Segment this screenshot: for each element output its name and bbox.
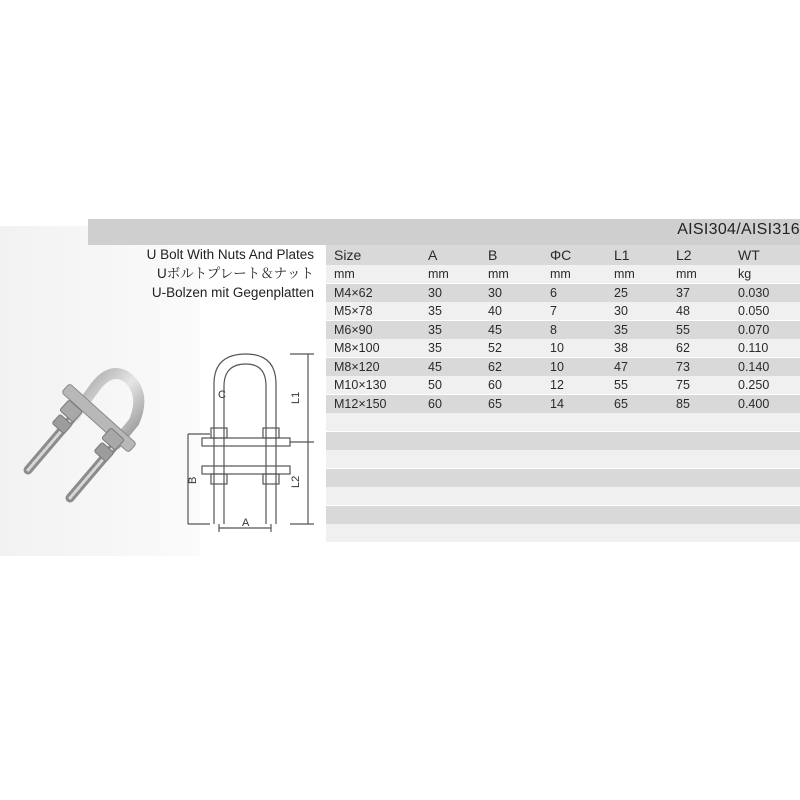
product-title-en: U Bolt With Nuts And Plates (146, 247, 314, 262)
table-cell: 14 (550, 396, 564, 411)
label-c: C (218, 389, 226, 401)
table-cell: M10×130 (334, 378, 387, 392)
table-row (326, 358, 800, 376)
nut-r-2 (263, 474, 279, 484)
label-l1: L1 (290, 391, 302, 404)
table-cell: 30 (614, 304, 628, 318)
table-cell: 60 (488, 378, 502, 392)
table-row (326, 376, 800, 394)
table-cell: M12×150 (334, 396, 387, 411)
table-cell: 0.110 (738, 341, 769, 355)
table-row (326, 524, 800, 542)
table-cell: 62 (488, 359, 502, 374)
table-cell: 65 (488, 396, 502, 411)
table-header-row (326, 245, 800, 265)
table-cell: 38 (614, 341, 628, 355)
material-label: AISI304/AISI316 (677, 221, 800, 238)
table-cell: mm (614, 267, 635, 281)
table-cell: 0.050 (738, 304, 770, 318)
table-cell: 45 (488, 322, 502, 337)
table-row (326, 321, 800, 339)
nut-l-2 (211, 474, 227, 484)
table-cell: 10 (550, 359, 564, 374)
table-cell: 73 (676, 359, 690, 374)
table-cell: 0.030 (738, 285, 770, 300)
label-b: B (187, 476, 199, 484)
table-cell: B (488, 247, 498, 263)
table-cell: 60 (428, 396, 442, 411)
table-cell: 35 (428, 304, 442, 318)
table-cell: 30 (488, 285, 502, 300)
table-cell: 47 (614, 359, 628, 374)
table-row (326, 450, 800, 468)
product-title-de: U-Bolzen mit Gegenplatten (151, 285, 314, 300)
table-units-row (326, 265, 800, 283)
label-a: A (242, 517, 250, 529)
label-l2: L2 (290, 475, 302, 488)
table-cell: 0.250 (738, 378, 770, 392)
product-titles (84, 245, 314, 302)
table-cell: 35 (614, 322, 628, 337)
table-cell: 35 (428, 341, 442, 355)
spec-table (326, 245, 800, 552)
table-cell: 7 (550, 304, 557, 318)
nut-l-1 (211, 428, 227, 438)
table-row (326, 487, 800, 505)
table-cell: WT (738, 247, 760, 263)
table-cell: 48 (676, 304, 690, 318)
table-cell: 10 (550, 341, 564, 355)
table-row (326, 284, 800, 302)
table-cell: 30 (428, 285, 442, 300)
table-cell: L2 (676, 247, 692, 263)
table-cell: M8×100 (334, 341, 380, 355)
plate-upper (202, 438, 290, 446)
u-outline-outer (214, 354, 276, 524)
table-cell: 0.140 (738, 359, 770, 374)
table-cell: 25 (614, 285, 628, 300)
table-cell: 45 (428, 359, 442, 374)
table-cell: 65 (614, 396, 628, 411)
table-cell: ΦC (550, 247, 572, 263)
table-cell: mm (428, 267, 449, 281)
u-outline-inner (224, 364, 266, 524)
table-cell: A (428, 247, 438, 263)
table-row (326, 432, 800, 450)
table-cell: 35 (428, 322, 442, 337)
table-cell: mm (676, 267, 697, 281)
table-cell: 50 (428, 378, 442, 392)
table-row (326, 339, 800, 357)
table-cell: 85 (676, 396, 690, 411)
table-cell: 37 (676, 285, 690, 300)
table-cell: 6 (550, 285, 557, 300)
table-cell: mm (488, 267, 509, 281)
table-cell: 75 (676, 378, 690, 392)
table-cell: 8 (550, 322, 557, 337)
table-cell: M8×120 (334, 359, 380, 374)
product-title-ja: Uボルトプレート＆ナット (156, 266, 314, 281)
plate-lower (202, 466, 290, 474)
table-cell: M5×78 (334, 304, 373, 318)
table-row (326, 413, 800, 431)
u-bolt-drawing (184, 346, 320, 536)
table-row (326, 469, 800, 487)
table-cell: 62 (676, 341, 690, 355)
table-cell: L1 (614, 247, 630, 263)
table-cell: kg (738, 267, 752, 281)
dimension-diagram (184, 346, 320, 536)
table-cell: M6×90 (334, 322, 373, 337)
table-cell: 40 (488, 304, 502, 318)
table-row (326, 506, 800, 524)
nut-r-1 (263, 428, 279, 438)
table-row (326, 395, 800, 413)
table-cell: 55 (676, 322, 690, 337)
table-cell: M4×62 (334, 285, 373, 300)
table-cell: mm (334, 267, 355, 281)
table-cell: mm (550, 267, 571, 281)
table-cell: 0.070 (738, 322, 770, 337)
table-cell: 0.400 (738, 396, 770, 411)
table-cell: 12 (550, 378, 564, 392)
table-cell: Size (334, 247, 362, 263)
table-row (326, 302, 800, 320)
table-cell: 52 (488, 341, 502, 355)
table-cell: 55 (614, 378, 628, 392)
